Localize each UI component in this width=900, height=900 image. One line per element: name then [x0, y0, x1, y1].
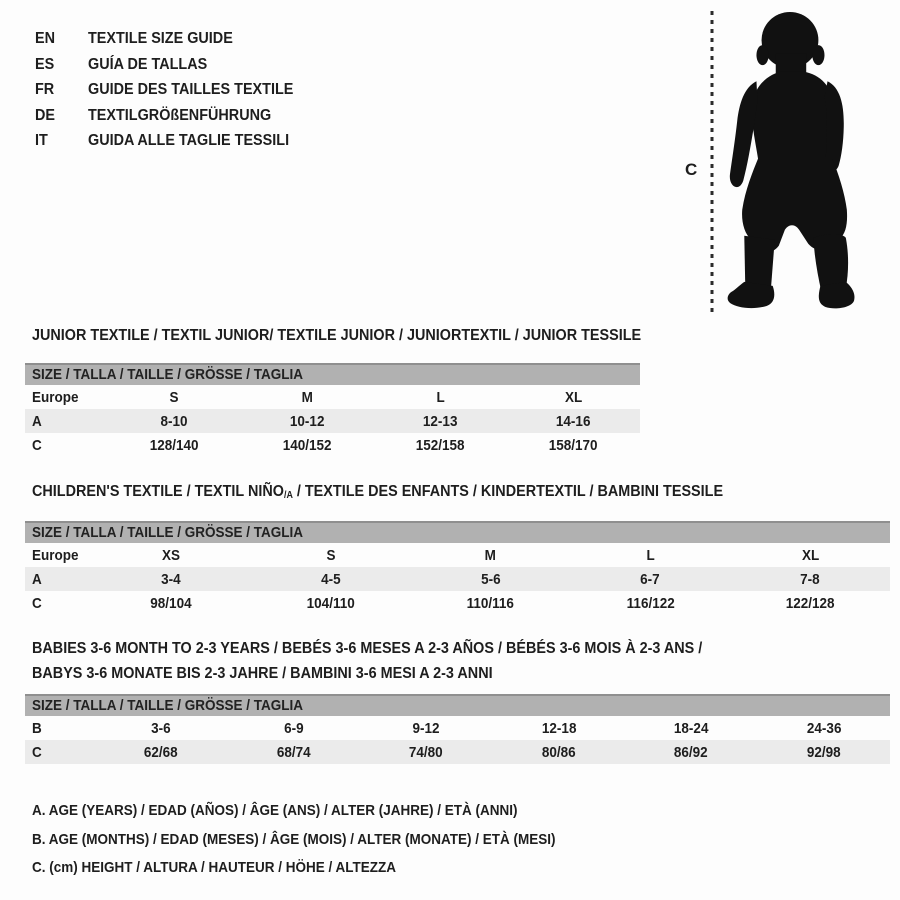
section-babies-textile [25, 636, 890, 764]
baby-silhouette-image [726, 11, 858, 312]
age-cell: 8-10 [160, 412, 189, 430]
age-cell: 6-7 [640, 570, 661, 588]
children-size-table [25, 543, 890, 615]
table-row [25, 740, 890, 764]
age-cell: 5-6 [480, 570, 501, 588]
height-cell: 158/170 [549, 436, 598, 454]
height-label: C [685, 160, 698, 179]
size-cell: M [484, 546, 497, 564]
language-code: ES [35, 55, 55, 73]
table-row [25, 385, 640, 409]
table-row [25, 716, 890, 740]
height-cell: 104/110 [306, 594, 355, 612]
table-row [25, 591, 890, 615]
language-code: EN [35, 30, 56, 47]
language-label: GUIDE DES TAILLES TEXTILE [88, 81, 294, 98]
row-label: A [32, 412, 42, 430]
size-cell: XL [564, 388, 583, 406]
language-code: IT [35, 132, 48, 149]
row-label: B [32, 719, 42, 737]
height-cell: 128/140 [150, 436, 199, 454]
age-cell: 7-8 [800, 570, 820, 588]
size-table-header: SIZE / TALLA / TAILLE / GRÖSSE / TAGLIA [25, 521, 890, 543]
section-title: CHILDREN'S TEXTILE / TEXTIL $NIÑO_{/A}$ / TEXTILE DES ENFANTS / KINDERTEXTIL / BAMBINI TESSILE [32, 483, 724, 502]
age-cell: 3-6 [151, 719, 172, 737]
language-list [35, 26, 316, 154]
size-cell: XL [801, 546, 819, 564]
height-cell: 62/68 [144, 743, 179, 761]
size-cell: M [301, 388, 314, 406]
section-title: BABIES 3-6 MONTH TO 2-3 YEARS / BEBÉS 3-6 MESES A 2-3 AÑOS / BÉBÉS 3-6 MOIS À 2-3 ANS / BABYS 3-6 MONATE BIS 2-3 JAHRE / BAMBINI 3-6 MESI A 2-3 ANNI [32, 640, 703, 682]
height-cell: 116/122 [626, 594, 675, 612]
row-label: Europe [32, 546, 79, 564]
language-row [35, 26, 316, 52]
age-cell: 12-18 [541, 719, 577, 737]
age-cell: 9-12 [412, 719, 440, 737]
size-cell: XS [161, 546, 180, 564]
age-cell: 10-12 [290, 412, 325, 430]
section-title: JUNIOR TEXTILE / TEXTIL JUNIOR/ TEXTILE JUNIOR / JUNIORTEXTIL / JUNIOR TESSILE [32, 327, 642, 344]
row-label: C [32, 436, 42, 454]
height-cell: 98/104 [150, 594, 192, 612]
language-row [35, 77, 316, 103]
babies-size-table [25, 716, 890, 764]
table-row [25, 433, 640, 457]
gender-subscript: /A [283, 490, 293, 502]
row-label: A [32, 570, 42, 588]
row-label: Europe [32, 388, 79, 406]
height-cell: 140/152 [283, 436, 332, 454]
age-cell: 24-36 [806, 719, 842, 737]
height-cell: 68/74 [276, 743, 311, 761]
size-cell: L [436, 388, 445, 406]
height-cell: 86/92 [674, 743, 709, 761]
row-label: C [32, 743, 42, 761]
section-junior-textile [25, 327, 640, 457]
age-cell: 6-9 [283, 719, 304, 737]
height-cell: 110/116 [466, 594, 515, 612]
height-cell: 80/86 [541, 743, 576, 761]
age-cell: 4-5 [320, 570, 341, 588]
language-code: DE [35, 106, 56, 124]
height-cell: 152/158 [416, 436, 465, 454]
height-cell: 122/128 [785, 594, 835, 612]
age-cell: 3-4 [161, 570, 181, 588]
age-cell: 12-13 [423, 412, 458, 430]
section-children-textile [25, 483, 890, 615]
age-cell: 18-24 [673, 719, 709, 737]
table-row [25, 567, 890, 591]
size-cell: S [326, 546, 336, 564]
junior-size-table [25, 385, 640, 457]
row-label: C [32, 594, 42, 612]
legend-line-a: A. AGE (YEARS) / EDAD (AÑOS) / ÂGE (ANS) / ALTER (JAHRE) / ETÀ (ANNI) [32, 802, 518, 819]
size-cell: L [646, 546, 655, 564]
size-table-header: SIZE / TALLA / TAILLE / GRÖSSE / TAGLIA [25, 363, 640, 385]
age-cell: 14-16 [556, 412, 591, 430]
language-code: FR [35, 81, 55, 98]
height-dotted-line [710, 11, 714, 313]
table-row [25, 543, 890, 567]
language-row [35, 52, 316, 78]
language-label: GUÍA DE TALLAS [88, 55, 208, 73]
size-table-header: SIZE / TALLA / TAILLE / GRÖSSE / TAGLIA [25, 694, 890, 716]
height-cell: 74/80 [409, 743, 444, 761]
legend-line-b: B. AGE (MONTHS) / EDAD (MESES) / ÂGE (MOIS) / ALTER (MONATE) / ETÀ (MESI) [32, 830, 556, 848]
measurement-legend [32, 797, 614, 883]
language-label: GUIDA ALLE TAGLIE TESSILI [88, 132, 290, 149]
table-row [25, 409, 640, 433]
language-row [35, 128, 316, 154]
size-cell: S [169, 388, 179, 406]
language-label: TEXTILE SIZE GUIDE [88, 30, 233, 47]
language-row [35, 103, 316, 129]
height-cell: 92/98 [806, 743, 841, 761]
legend-line-c: C. (cm) HEIGHT / ALTURA / HAUTEUR / HÖHE / ALTEZZA [32, 859, 396, 876]
language-label: TEXTILGRÖßENFÜHRUNG [88, 106, 272, 124]
